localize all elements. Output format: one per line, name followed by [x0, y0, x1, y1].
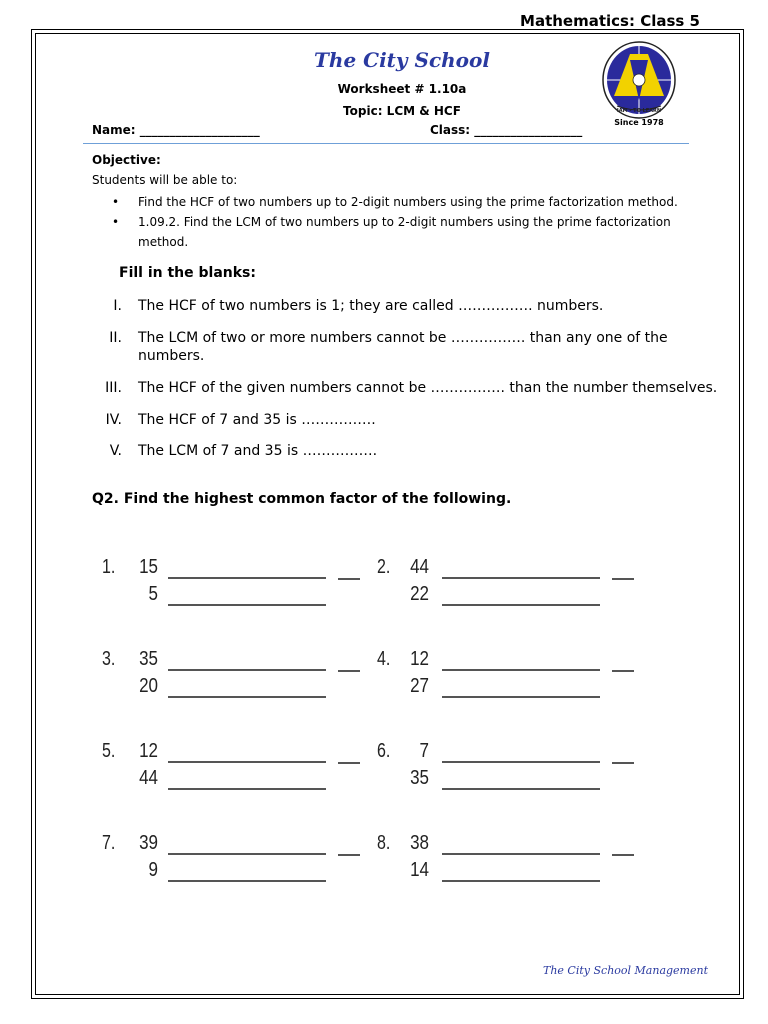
problem-second-number: 44: [139, 767, 158, 789]
problem-number: 3.: [102, 648, 116, 670]
fill-blank-number: V.: [109, 443, 122, 459]
answer-line[interactable]: [442, 669, 600, 671]
answer-blank[interactable]: [612, 854, 634, 856]
fill-blank-item: [84, 411, 724, 429]
answer-line[interactable]: [442, 788, 600, 790]
objective-item: • 1.09.2. Find the LCM of two numbers up to 2-digit numbers using the prime factorization method.: [92, 212, 722, 252]
problem-second-number: 20: [139, 675, 158, 697]
answer-line[interactable]: [442, 577, 600, 579]
objective-list: [92, 192, 722, 252]
problem-first-number: 38: [410, 832, 429, 854]
problem-number: 2.: [377, 556, 391, 578]
problem-second-number: 5: [148, 583, 158, 605]
since-text: Since 1978: [614, 118, 664, 127]
problem-number: 1.: [102, 556, 116, 578]
fill-blank-text: The HCF of the given numbers cannot be ……………. than the number themselves.: [138, 380, 718, 396]
subject-header: Mathematics: Class 5: [520, 12, 700, 30]
problem-first-number: 7: [419, 740, 429, 762]
problem-first-number: 12: [410, 648, 429, 670]
fill-blank-text: The LCM of two or more numbers cannot be ……………. than any one of the numbers.: [138, 330, 668, 364]
fill-blank-text: The LCM of 7 and 35 is …………….: [138, 443, 378, 459]
problem-number: 5.: [102, 740, 116, 762]
school-title: The City School: [314, 48, 490, 72]
answer-line[interactable]: [442, 880, 600, 882]
fill-blanks-list: [84, 297, 724, 460]
answer-blank[interactable]: [612, 670, 634, 672]
hcf-problem-4: [375, 648, 655, 700]
problem-first-number: 15: [139, 556, 158, 578]
fill-blanks-title: Fill in the blanks:: [119, 265, 256, 281]
answer-line[interactable]: [442, 696, 600, 698]
problem-number: 4.: [377, 648, 391, 670]
hcf-problem-7: [100, 832, 380, 884]
objective-item: • Find the HCF of two numbers up to 2-digit numbers using the prime factorization method.: [92, 192, 722, 212]
fill-blank-number: IV.: [105, 412, 122, 428]
fill-blank-text: The HCF of 7 and 35 is …………….: [138, 412, 376, 428]
footer-text: The City School Management: [543, 964, 708, 977]
objective-title: Objective:: [92, 153, 161, 167]
problem-number: 7.: [102, 832, 116, 854]
answer-blank[interactable]: [612, 578, 634, 580]
answer-line[interactable]: [168, 788, 326, 790]
fill-blank-item: [84, 329, 724, 365]
answer-blank[interactable]: [338, 578, 360, 580]
worksheet-topic: Topic: LCM & HCF: [343, 104, 461, 118]
problem-second-number: 35: [410, 767, 429, 789]
hcf-problem-6: [375, 740, 655, 792]
problem-first-number: 35: [139, 648, 158, 670]
answer-line[interactable]: [442, 761, 600, 763]
fill-blank-item: [84, 442, 724, 460]
answer-blank[interactable]: [338, 762, 360, 764]
answer-line[interactable]: [168, 853, 326, 855]
problem-second-number: 14: [410, 859, 429, 881]
hcf-problem-8: [375, 832, 655, 884]
problem-second-number: 27: [410, 675, 429, 697]
problem-second-number: 22: [410, 583, 429, 605]
header-divider: [83, 143, 689, 144]
answer-line[interactable]: [442, 853, 600, 855]
logo-motto: IAM - TO LEARN: [616, 108, 662, 114]
answer-blank[interactable]: [338, 854, 360, 856]
worksheet-number: Worksheet # 1.10a: [337, 82, 467, 96]
problem-number: 6.: [377, 740, 391, 762]
fill-blank-item: [84, 379, 724, 397]
hcf-problem-2: [375, 556, 655, 608]
hcf-problem-3: [100, 648, 380, 700]
problem-first-number: 39: [139, 832, 158, 854]
answer-blank[interactable]: [338, 670, 360, 672]
answer-line[interactable]: [168, 669, 326, 671]
answer-line[interactable]: [168, 880, 326, 882]
problem-second-number: 9: [148, 859, 158, 881]
answer-line[interactable]: [442, 604, 600, 606]
answer-line[interactable]: [168, 604, 326, 606]
hcf-problem-5: [100, 740, 380, 792]
name-field[interactable]: Name: ____________________: [92, 123, 260, 137]
answer-line[interactable]: [168, 761, 326, 763]
fill-blank-text: The HCF of two numbers is 1; they are called ……………. numbers.: [138, 298, 604, 314]
problem-number: 8.: [377, 832, 391, 854]
fill-blank-number: III.: [105, 380, 122, 396]
fill-blank-number: I.: [113, 298, 122, 314]
fill-blank-item: [84, 297, 724, 315]
answer-line[interactable]: [168, 696, 326, 698]
hcf-problem-1: [100, 556, 380, 608]
problem-first-number: 12: [139, 740, 158, 762]
objective-intro: Students will be able to:: [92, 173, 238, 187]
q2-title: Q2. Find the highest common factor of the following.: [92, 491, 512, 507]
class-field[interactable]: Class: __________________: [430, 123, 583, 137]
answer-line[interactable]: [168, 577, 326, 579]
fill-blank-number: II.: [109, 330, 122, 346]
problem-first-number: 44: [410, 556, 429, 578]
answer-blank[interactable]: [612, 762, 634, 764]
